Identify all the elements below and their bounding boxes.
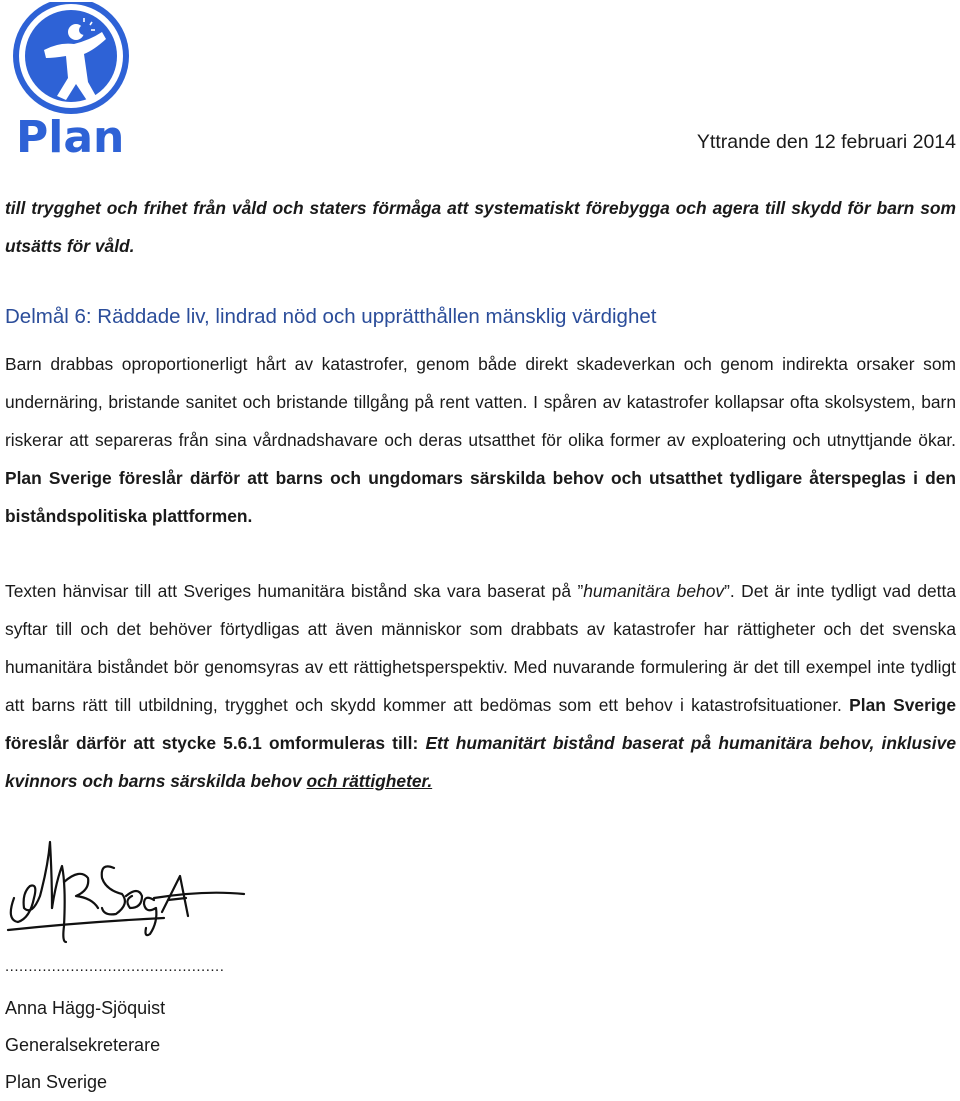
section-heading: Delmål 6: Räddade liv, lindrad nöd och upprätthållen mänsklig värdighet xyxy=(5,305,657,328)
quoted-term: humanitära behov xyxy=(583,581,725,601)
signature-line: ............................................... xyxy=(5,958,225,975)
paragraph-text: ”. Det är inte tydligt vad detta syftar till och det behöver förtydligas att även människor som drabbats av katastrofer har rättigheter och det svenska humanitära biståndet bör genomsyras av ett rättighetsperspektiv. Med nuvarande formulering är det till exempel inte tydligt att barns rätt till utbildning, trygghet och skydd kommer att bedömas som ett behov i katastrofsituationer. xyxy=(5,581,957,715)
paragraph-text: Barn drabbas oproportionerligt hårt av katastrofer, genom både direkt skadeverkan och genom indirekta orsaker som undernäring, bristande sanitet och bristande tillgång på rent vatten. I spåren av katastrofer kollapsar ofta skolsystem, barn riskerar att separeras från sina vårdnadshavare och deras utsatthet för olika former av exploatering och utnyttjande ökar. xyxy=(5,354,956,450)
signatory-title: Generalsekreterare xyxy=(5,1035,161,1055)
plan-logo xyxy=(4,2,139,158)
signatory-organization: Plan Sverige xyxy=(5,1072,108,1092)
proposed-wording: Ett humanitärt bistånd baserat på humanitära behov, inklusive kvinnors och barns särskilda behov xyxy=(5,733,956,791)
document-date: Yttrande den 12 februari 2014 xyxy=(696,131,956,153)
proposed-wording-underlined: och rättigheter. xyxy=(306,771,433,791)
svg-text:Plan: Plan xyxy=(16,112,125,158)
proposal-text: Plan Sverige föreslår därför att stycke 5.6.1 omformuleras till: xyxy=(5,695,956,753)
paragraph-humanitarian-aid xyxy=(5,572,956,800)
signatory-name: Anna Hägg-Sjöquist xyxy=(5,998,166,1018)
paragraph-disaster-impact xyxy=(5,345,956,535)
proposal-text: Plan Sverige föreslår därför att barns och ungdomars särskilda behov och utsatthet tydligare återspeglas i den biståndspolitiska plattformen. xyxy=(5,468,956,526)
handwritten-signature xyxy=(4,838,249,948)
intro-paragraph: till trygghet och frihet från våld och staters förmåga att systematiskt förebygga och agera till skydd för barn som utsätts för våld. xyxy=(5,198,956,256)
paragraph-text: Texten hänvisar till att Sveriges humanitära bistånd ska vara baserat på ” xyxy=(5,581,584,601)
